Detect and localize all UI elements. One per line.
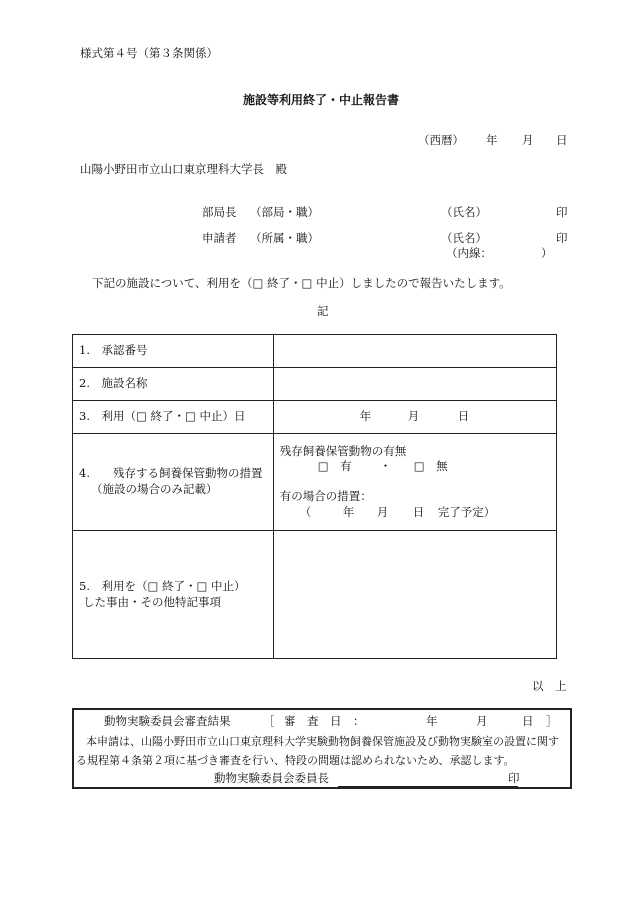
checkbox-no[interactable]: □ 無 [413,459,448,473]
review-month: 月 [476,714,488,728]
facility-name-label: 2. 施設名称 [73,368,274,401]
review-result-label: 動物実験委員会審査結果 [104,714,231,728]
remaining-animals-label [73,434,274,531]
applicant-extension-close: ） [541,246,553,260]
usage-month: 月 [407,409,420,423]
review-year: 年 [426,714,438,728]
reason-field[interactable] [273,531,556,659]
table-row [73,368,557,401]
ijo-closing: 以 上 [532,679,567,693]
checkbox-yes[interactable]: □ 有 [317,459,352,473]
usage-date-label: 3. 利用（□ 終了・□ 中止）日 [73,401,274,434]
table-row [73,401,557,434]
review-bracket-open: ［ [263,714,275,728]
measure-done: 完了予定） [437,505,496,519]
date-month: 月 [522,133,534,147]
report-table [72,334,557,659]
measure-paren: （ [299,505,312,519]
applicant-seal: 印 [556,231,568,245]
table-row [73,434,557,531]
approval-number-field[interactable] [273,335,556,368]
dept-head-affiliation: （部局・職） [250,205,319,219]
addressee: 山陽小野田市立山口東京理科大学長 殿 [80,162,287,176]
form-number: 様式第４号（第３条関係） [80,46,218,60]
date-day: 日 [556,133,568,147]
usage-day: 日 [457,409,470,423]
applicant-name: （氏名） [441,231,487,245]
applicant-label: 申請者 [202,231,237,245]
reason-label [73,531,274,659]
dept-head-seal: 印 [556,205,568,219]
review-day: 日 [522,714,534,728]
chair-signature-line[interactable] [338,773,518,787]
ki-heading: 記 [317,304,329,318]
date-era: （西暦） [418,133,464,147]
measure-day: 日 [412,505,425,519]
dot-separator: ・ [379,459,392,473]
reason-label-line1: 5. 利用を（□ 終了・□ 中止） [79,578,246,593]
remaining-animals-label-line1: 4. 残存する飼養保管動物の措置 [79,466,263,481]
table-row [73,531,557,659]
applicant-affiliation: （所属・職） [250,231,319,245]
dept-head-name: （氏名） [441,205,487,219]
measure-label: 有の場合の措置： [279,489,372,503]
date-year: 年 [486,133,498,147]
review-date-label: 審 査 日 ： [284,714,365,728]
measure-month: 月 [376,505,389,519]
chair-seal: 印 [508,771,520,785]
intro-text: 下記の施設について、利用を（□ 終了・□ 中止）しましたので報告いたします。 [92,276,511,290]
dept-head-label: 部局長 [202,205,237,219]
review-bracket-close: ］ [546,714,558,728]
review-text-line1: 本申請は、山陽小野田市立山口東京理科大学実験動物飼養保管施設及び動物実験室の設置に関す [86,735,559,748]
remaining-animals-field [273,434,556,531]
applicant-extension: （内線： [446,246,492,260]
page-title: 施設等利用終了・中止報告書 [243,93,400,107]
table-row [73,335,557,368]
remaining-animals-label-line2: （施設の場合のみ記載） [91,482,218,496]
committee-chair-label: 動物実験委員会委員長 [214,771,329,785]
usage-year: 年 [359,409,372,423]
usage-date-field[interactable] [273,401,556,434]
remaining-animals-question: 残存飼養保管動物の有無 [279,444,407,458]
measure-year: 年 [342,505,355,519]
approval-number-label: 1. 承認番号 [73,335,274,368]
review-box [72,708,572,789]
review-text-line2: る規程第４条第２項に基づき審査を行い、特段の問題は認められないため、承認します。 [76,754,515,767]
reason-label-line2: した事由・その他特記事項 [83,594,221,609]
facility-name-field[interactable] [273,368,556,401]
